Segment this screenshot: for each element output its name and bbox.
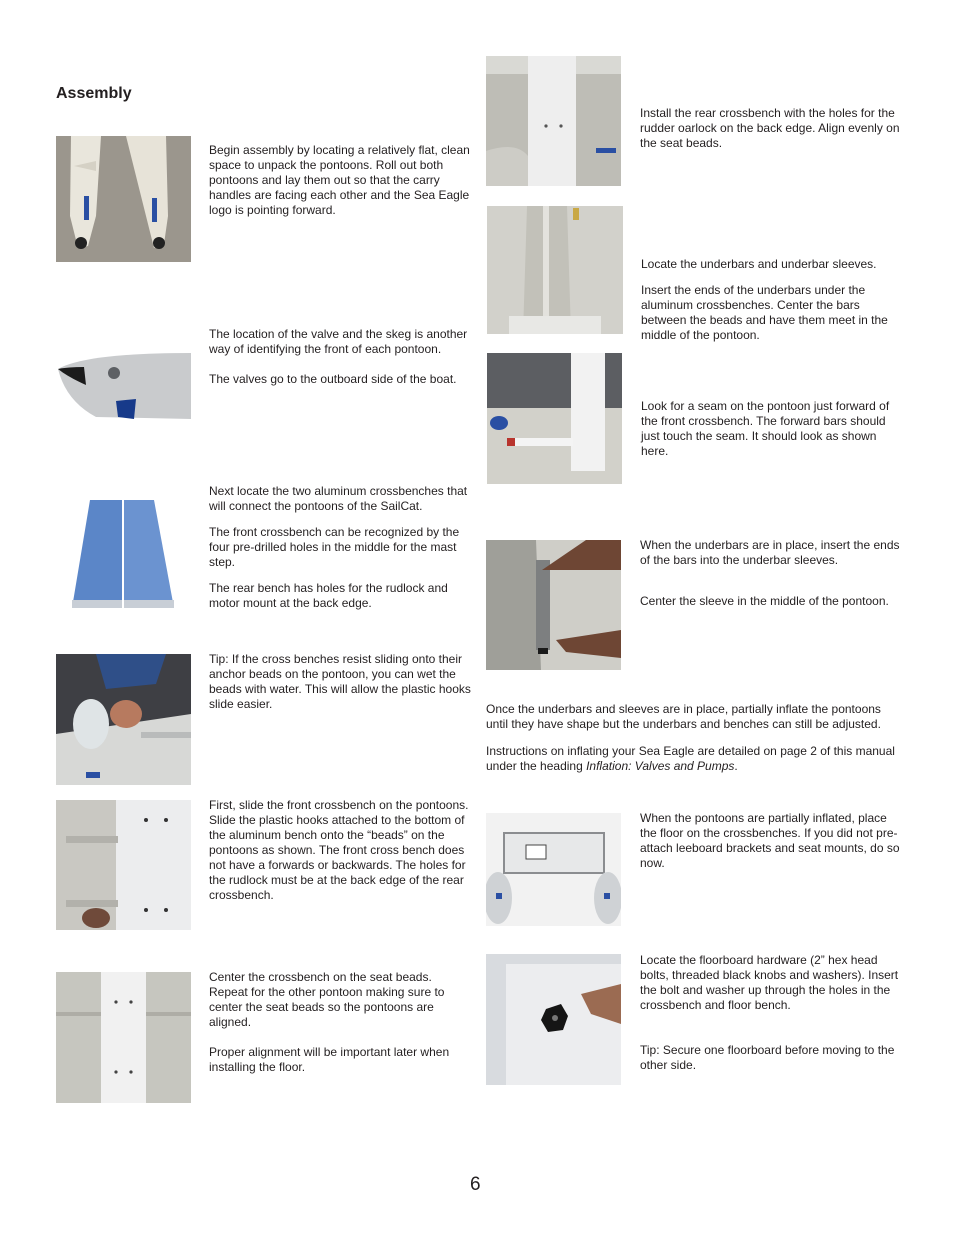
rear-crossbench-photo xyxy=(486,56,621,186)
forward-bars-seam-photo xyxy=(487,353,622,484)
step-text: Tip: If the cross benches resist sliding onto their anchor beads on the pontoon, you can wet the beads with water. This will allow the plastic hooks slide easier. xyxy=(209,652,471,711)
step-text: Tip: Secure one floorboard before moving to the other side. xyxy=(640,1043,895,1072)
underbars-sleeves-photo xyxy=(487,206,623,334)
step-text: Begin assembly by locating a relatively flat, clean space to unpack the pontoons. Roll out both pontoons and lay them out so that the carry handles are facing each other and the Sea Eagle logo is pointing forward. xyxy=(209,143,470,217)
step-text: The valves go to the outboard side of the boat. xyxy=(209,372,457,386)
step-text: Insert the ends of the underbars under the aluminum crossbenches. Center the bars between the beads and have them meet in the middle of the pontoon. xyxy=(641,283,888,342)
pontoons-rolled-out-photo xyxy=(56,136,191,262)
step-text: Locate the floorboard hardware (2” hex head bolts, threaded black knobs and washers). Insert the bolt and washer up through the holes in the crossbench and floor bench. xyxy=(640,953,899,1012)
floor-on-crossbenches-photo xyxy=(486,813,621,926)
step-text: Center the crossbench on the seat beads. Repeat for the other pontoon making sure to center the seat beads so the pontoons are aligned. xyxy=(209,970,445,1029)
step-text: The front crossbench can be recognized by the four pre-drilled holes in the middle for the mast step. xyxy=(209,525,460,569)
step-text: Center the sleeve in the middle of the pontoon. xyxy=(640,594,889,608)
step-text: Install the rear crossbench with the holes for the rudder oarlock on the back edge. Align evenly on the seat beads. xyxy=(640,106,900,150)
step-text: When the underbars are in place, insert the ends of the bars into the underbar sleeves. xyxy=(640,538,900,567)
underbar-sleeve-insert-photo xyxy=(486,540,621,670)
step-text xyxy=(486,744,902,774)
step-text: Proper alignment will be important later when installing the floor. xyxy=(209,1045,450,1074)
inflation-heading-ref: Inflation: Valves and Pumps xyxy=(586,759,735,773)
step-text: Next locate the two aluminum crossbenches that will connect the pontoons of the SailCat. xyxy=(209,484,468,513)
aluminum-crossbenches-photo xyxy=(70,500,176,608)
crossbench-centered-photo xyxy=(56,972,191,1103)
step-text: Locate the underbars and underbar sleeves. xyxy=(641,257,877,271)
pontoon-valve-skeg-photo xyxy=(56,351,191,421)
floorboard-hardware-photo xyxy=(486,954,621,1085)
step-text: When the pontoons are partially inflated, place the floor on the crossbenches. If you did not pre-attach leeboard brackets and seat mounts, do so now. xyxy=(640,811,900,870)
step-text: Once the underbars and sleeves are in place, partially inflate the pontoons until they have shape but the underbars and benches can still be adjusted. xyxy=(486,702,881,731)
page-number: 6 xyxy=(470,1174,481,1195)
inflation-reference: Instructions on inflating your Sea Eagle are detailed on page 2 of this manual under the heading xyxy=(486,744,895,773)
step-text: The rear bench has holes for the rudlock and motor mount at the back edge. xyxy=(209,581,448,610)
step-text: Look for a seam on the pontoon just forward of the front crossbench. The forward bars should just touch the seam. It should look as shown here. xyxy=(641,399,890,458)
spray-bottle-tip-photo xyxy=(56,654,191,785)
step-text: First, slide the front crossbench on the pontoons. Slide the plastic hooks attached to the bottom of the aluminum bench onto the “beads” on the pontoons as shown. The front cross bench does not have a forwards or backwards. The holes for the rudlock must be at the back edge of the rear crossbench. xyxy=(209,798,469,902)
section-heading: Assembly xyxy=(56,85,132,102)
front-crossbench-beads-photo xyxy=(56,800,191,930)
inflation-period: . xyxy=(734,759,738,773)
step-text: The location of the valve and the skeg is another way of identifying the front of each pontoon. xyxy=(209,327,468,356)
